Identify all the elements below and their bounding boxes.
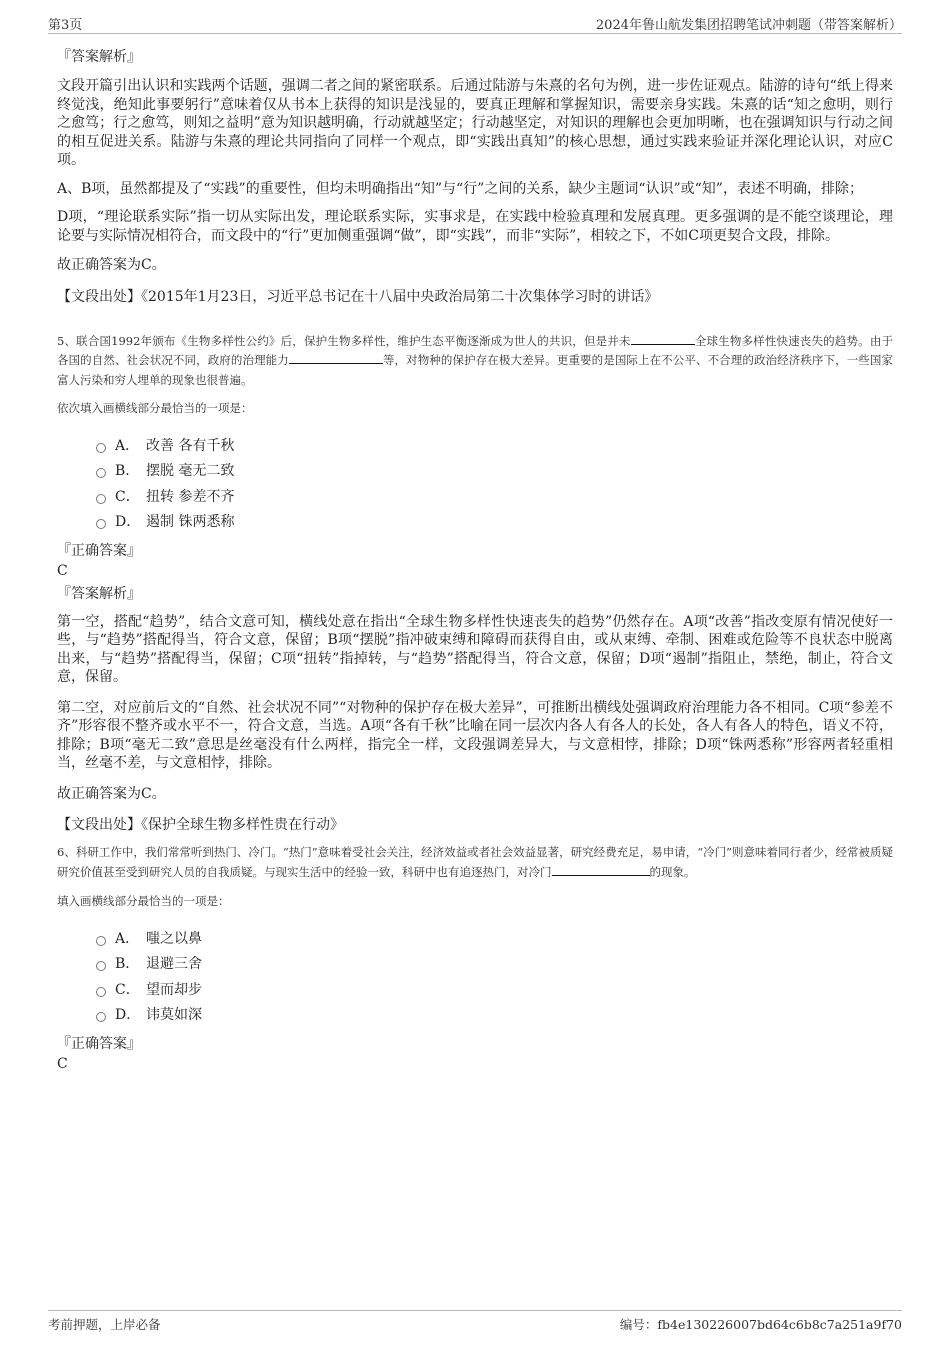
page-number: 第3页 [48,18,83,33]
correct-answer: C [57,562,68,579]
stem-text: 5、联合国1992年颁布《生物多样性公约》后，保护生物多样性，维护生态平衡逐渐成为世人的共识，但是并未 [57,333,631,348]
stem-text: 6、科研工作中，我们常常听到热门、冷门。“热门”意味着受社会关注，经济效益或者社会效益显著，研究经费充足，易申请，“冷门”则意味着同行者少，经常被质疑研究价值甚至受到研究人员的自我质疑。与现实生活中的经验一致，科研中也有追逐热门，对冷门 [57,845,893,879]
radio-icon[interactable] [96,961,106,971]
fill-blank [631,332,695,345]
option-letter: D． [115,1007,141,1023]
radio-icon[interactable] [96,519,106,529]
radio-icon[interactable] [96,468,106,478]
option-letter: D． [115,514,141,530]
analysis-paragraph: A、B项，虽然都提及了“实践”的重要性，但均未明确指出“知”与“行”之间的关系，缺少主题词“认识”或“知”，表述不明确，排除； [57,180,863,197]
option-text: 摆脱 毫无二致 [146,463,235,479]
option-text: 望而却步 [146,981,202,998]
option-c[interactable] [57,485,893,511]
correct-answer-label: 『正确答案』 [57,1035,141,1052]
option-letter: C． [115,981,140,998]
document-title: 2024年鲁山航发集团招聘笔试冲刺题（带答案解析） [595,18,902,33]
question-stem [57,843,893,882]
radio-icon[interactable] [96,1012,106,1022]
q4-analysis [57,46,893,307]
radio-icon[interactable] [96,443,106,453]
passage-source: 【文段出处】《保护全球生物多样性贵在行动》 [57,817,344,833]
page-footer [48,1310,902,1332]
analysis-conclusion: 故正确答案为C。 [57,785,166,802]
analysis-paragraph: 第二空，对应前后文的“自然、社会状况不同”“对物种的保护存在极大差异”，可推断出横线处强调政府治理能力各不相同。C项“参差不齐”形容很不整齐或水平不一，符合文意，当选。A项“各有千秋”比喻在同一层次内各人有各人的长处，各人有各人的特色，语义不符，排除；B项“毫无二致”意思是丝毫没有什么两样，指完全一样，文段强调差异大，与文意相悖，排除；D项“铢两悉称”形容两者轻重相当，丝毫不差，与文意相悖，排除。 [57,699,893,771]
option-text: 改善 各有千秋 [146,437,235,454]
option-letter: A． [115,437,140,454]
option-letter: C． [115,488,140,505]
option-text: 讳莫如深 [146,1007,202,1023]
analysis-paragraph: 第一空，搭配“趋势”，结合文意可知，横线处意在指出“全球生物多样性快速丧失的趋势”仍然存在。A项“改善”指改变原有情况使好一些，与“趋势”搭配得当，符合文意，保留；B项“摆脱”指冲破束缚和障碍而获得自由，或从束缚、牵制、困难或危险等不良状态中脱离出来，与“趋势”搭配得当，保留；C项“扭转”指掉转，与“趋势”搭配得当，符合文意，保留；D项“遏制”指阻止，禁绝，制止，符合文意，保留。 [57,613,893,685]
option-text: 退避三舍 [146,956,202,972]
radio-icon[interactable] [96,987,106,997]
analysis-paragraph: 文段开篇引出认识和实践两个话题，强调二者之间的紧密联系。后通过陆游与朱熹的名句为例，进一步佐证观点。陆游的诗句“纸上得来终觉浅，绝知此事要躬行”意味着仅从书本上获得的知识是浅显的，要真正理解和掌握知识，需要亲身实践。朱熹的话“知之愈明，则行之愈笃；行之愈笃，则知之益明”意为知识越明确，行动就越坚定；行动越坚定，对知识的理解也会更加明晰，也在强调知识与行动之间的相互促进关系。陆游与朱熹的理论共同指向了同样一个观点，即“实践出真知”的核心思想，通过实践来验证并深化理论认识，对应C项。 [57,78,893,168]
option-d[interactable] [57,510,893,536]
stem-text: 全球生物多样性快速丧失的趋势。由于各国的自然、社会状况不同，政府的治理能力 [57,333,894,367]
options-list [57,434,893,536]
option-text: 嗤之以鼻 [146,930,202,947]
document-code: 编号：fb4e130226007bd64c6b8c7a251a9f70 [619,1317,902,1332]
option-a[interactable] [57,434,893,460]
option-letter: B． [115,956,140,972]
question-stem [57,332,893,391]
option-b[interactable] [57,459,893,485]
question-5 [57,332,893,836]
fill-blank [289,351,383,364]
fill-blank [552,863,650,876]
option-text: 扭转 参差不齐 [146,488,235,505]
option-a[interactable] [57,927,893,953]
option-d[interactable] [57,1003,893,1029]
question-instruction: 依次填入画横线部分最恰当的一项是： [57,401,253,415]
option-letter: B． [115,463,140,479]
option-c[interactable] [57,978,893,1004]
analysis-conclusion: 故正确答案为C。 [57,257,166,273]
passage-source: 【文段出处】《2015年1月23日，习近平总书记在十八届中央政治局第二十次集体学习时的讲话》 [57,288,659,305]
stem-text: 等，对物种的保护存在极大差异。更重要的是国际上在不公平、不合理的政治经济秩序下，一些国家富人污染和穷人埋单的现象也很普遍。 [57,353,893,387]
page-content [57,46,893,1073]
options-list [57,927,893,1029]
question-instruction: 填入画横线部分最恰当的一项是： [57,894,230,908]
correct-answer: C [57,1055,68,1072]
analysis-label: 『答案解析』 [57,585,141,602]
page-header [48,13,902,34]
question-6 [57,843,893,1073]
stem-text: 的现象。 [649,864,696,879]
analysis-paragraph: D项，“理论联系实际”指一切从实际出发，理论联系实际，实事求是，在实践中检验真理和发展真理。更多强调的是不能空谈理论，理论要与实际情况相符合，而文段中的“行”更加侧重强调“做”，即“实践”，而非“实际”，相较之下，不如C项更契合文段，排除。 [57,209,893,244]
option-b[interactable] [57,952,893,978]
option-text: 遏制 铢两悉称 [146,514,235,530]
analysis-label: 『答案解析』 [57,49,141,65]
option-letter: A． [115,930,140,947]
correct-answer-label: 『正确答案』 [57,542,141,559]
radio-icon[interactable] [96,936,106,946]
footer-slogan: 考前押题，上岸必备 [48,1317,161,1332]
radio-icon[interactable] [96,494,106,504]
